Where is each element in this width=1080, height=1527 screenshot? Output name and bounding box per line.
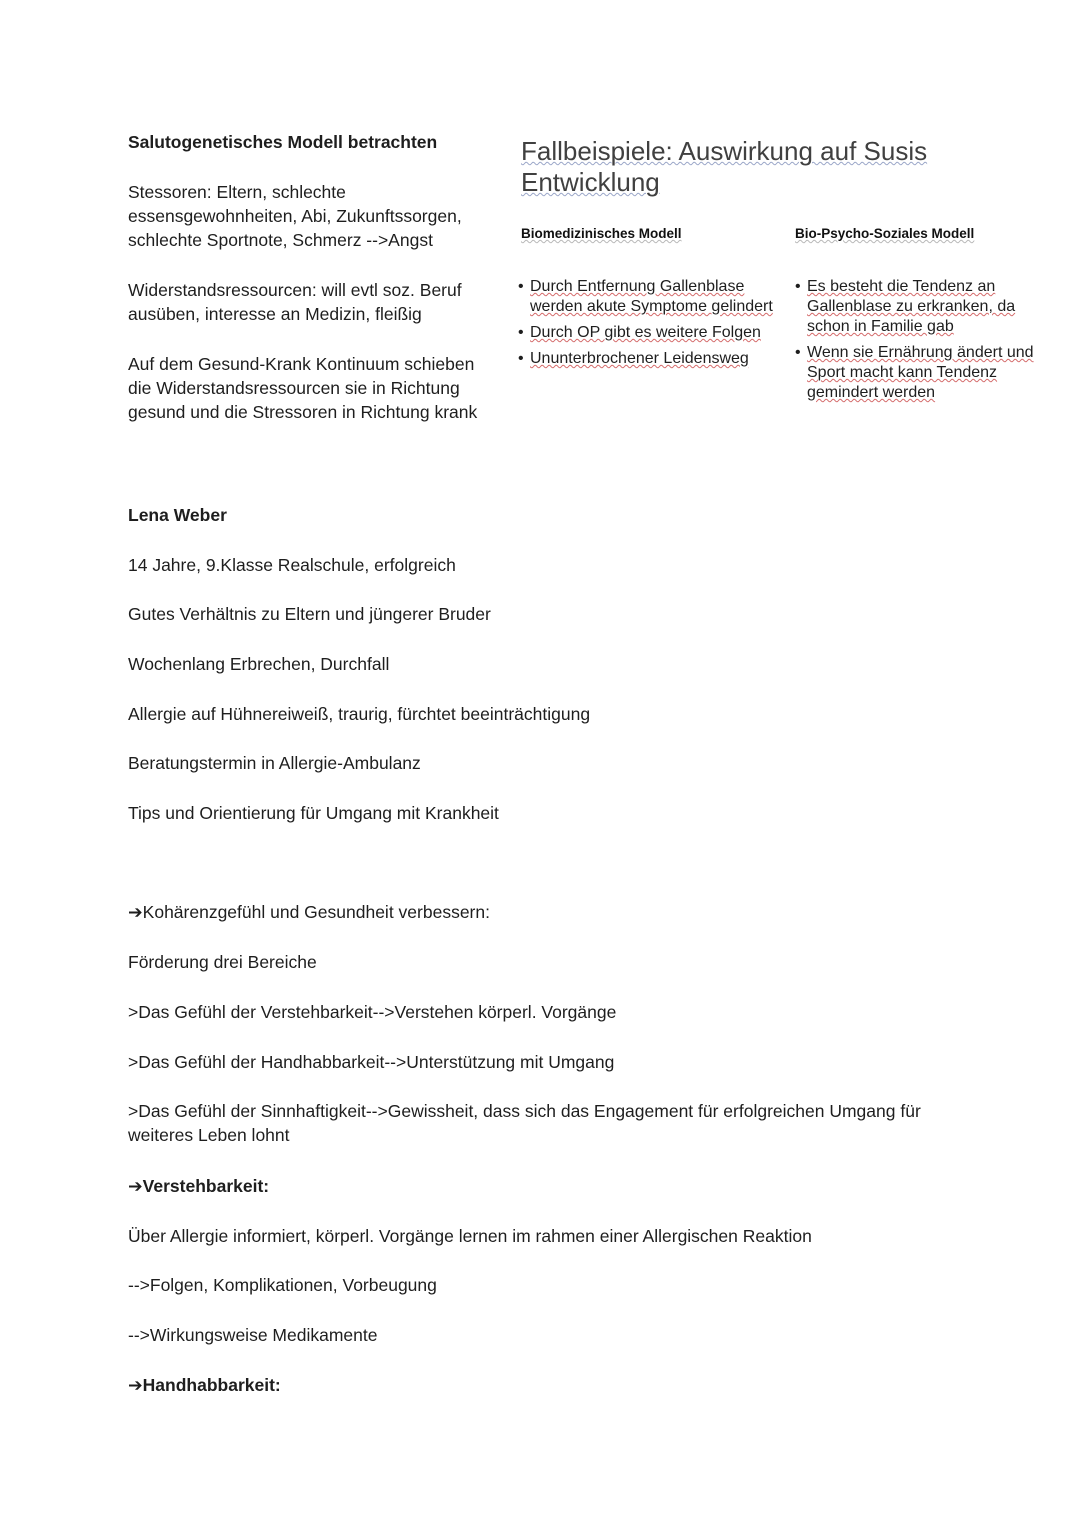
handhabbarkeit-heading: ➔Handhabbarkeit: xyxy=(128,1375,281,1395)
widerstandsressourcen-text: Widerstandsressourcen: will evtl soz. Beruf ausüben, interesse an Medizin, fleißig xyxy=(128,280,462,324)
lena-line: Beratungstermin in Allergie-Ambulanz xyxy=(128,753,421,773)
lena-line: 14 Jahre, 9.Klasse Realschule, erfolgreich xyxy=(128,555,456,575)
list-item: • Ununterbrochener Leidensweg xyxy=(518,349,780,369)
biopsychosozial-list xyxy=(795,277,1053,409)
koharenz-item: >Das Gefühl der Verstehbarkeit-->Verstehen körperl. Vorgänge xyxy=(128,1002,617,1022)
list-item: • Durch Entfernung Gallenblase werden akute Symptome gelindert xyxy=(518,277,780,317)
biopsychosozial-heading: Bio-Psycho-Soziales Modell xyxy=(795,226,975,241)
koharenz-item: >Das Gefühl der Handhabbarkeit-->Unterstützung mit Umgang xyxy=(128,1052,615,1072)
foerderung-text: Förderung drei Bereiche xyxy=(128,952,317,972)
kontinuum-text: Auf dem Gesund-Krank Kontinuum schieben die Widerstandsressourcen sie in Richtung gesund und die Stressoren in Richtung krank xyxy=(128,354,478,422)
koharenz-heading: ➔Kohärenzgefühl und Gesundheit verbessern: xyxy=(128,902,490,922)
verstehbarkeit-heading: ➔Verstehbarkeit: xyxy=(128,1176,270,1196)
list-item: • Es besteht die Tendenz an Gallenblase zu erkranken, da schon in Familie gab xyxy=(795,277,1053,337)
lena-line: Allergie auf Hühnereiweiß, traurig, fürchtet beeinträchtigung xyxy=(128,704,591,724)
lena-line: Gutes Verhältnis zu Eltern und jüngerer Bruder xyxy=(128,604,491,624)
verstehbarkeit-line: -->Folgen, Komplikationen, Vorbeugung xyxy=(128,1275,437,1295)
list-item: • Durch OP gibt es weitere Folgen xyxy=(518,323,780,343)
biomedizinisch-list xyxy=(518,277,780,375)
biomedizinisch-heading: Biomedizinisches Modell xyxy=(521,226,682,241)
lena-heading: Lena Weber xyxy=(128,505,227,525)
casebox-title: Fallbeispiele: Auswirkung auf Susis Entwicklung xyxy=(521,136,928,197)
verstehbarkeit-line: Über Allergie informiert, körperl. Vorgänge lernen im rahmen einer Allergischen Reaktion xyxy=(128,1226,812,1246)
list-item: • Wenn sie Ernährung ändert und Sport macht kann Tendenz gemindert werden xyxy=(795,343,1053,403)
stressoren-text: Stessoren: Eltern, schlechte essensgewohnheiten, Abi, Zukunftssorgen, schlechte Sportnote, Schmerz -->Angst xyxy=(128,182,462,250)
lena-line: Tips und Orientierung für Umgang mit Krankheit xyxy=(128,803,499,823)
verstehbarkeit-line: -->Wirkungsweise Medikamente xyxy=(128,1325,378,1345)
salutogenese-heading: Salutogenetisches Modell betrachten xyxy=(128,132,438,152)
lena-line: Wochenlang Erbrechen, Durchfall xyxy=(128,654,390,674)
koharenz-item: >Das Gefühl der Sinnhaftigkeit-->Gewissheit, dass sich das Engagement für erfolgreichen Umgang für weiteres Leben lohnt xyxy=(128,1101,921,1145)
